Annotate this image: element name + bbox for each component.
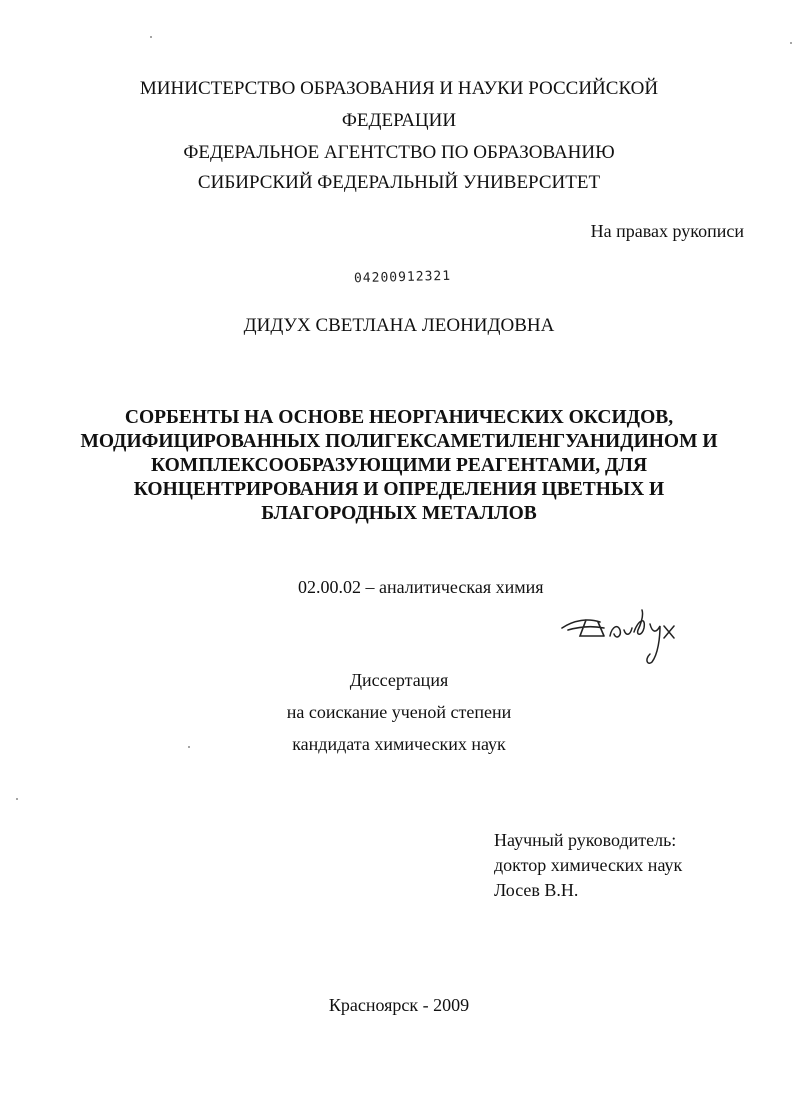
degree-line-2: на соискание ученой степени [286,702,512,722]
university-line: СИБИРСКИЙ ФЕДЕРАЛЬНЫЙ УНИВЕРСИТЕТ [197,172,601,193]
title-line: МОДИФИЦИРОВАННЫХ ПОЛИГЕКСАМЕТИЛЕНГУАНИДИНОМ И [80,431,718,452]
author-name: ДИДУХ СВЕТЛАНА ЛЕОНИДОВНА [243,315,555,336]
archive-stamp-number: 04200912321 [353,268,452,287]
title-line: СОРБЕНТЫ НА ОСНОВЕ НЕОРГАНИЧЕСКИХ ОКСИДОВ, [124,407,674,428]
handwritten-signature [560,606,690,668]
scan-speck [16,798,18,800]
supervisor-name: Лосев В.Н. [494,880,579,900]
ministry-line-1: МИНИСТЕРСТВО ОБРАЗОВАНИЯ И НАУКИ РОССИЙСКОЙ [139,78,659,99]
supervisor-label: Научный руководитель: [494,830,677,850]
supervisor-degree: доктор химических наук [494,855,683,875]
title-line: КОНЦЕНТРИРОВАНИЯ И ОПРЕДЕЛЕНИЯ ЦВЕТНЫХ И [133,479,665,500]
ministry-line-2: ФЕДЕРАЦИИ [341,110,457,131]
scan-speck [790,42,792,44]
dissertation-title [0,406,798,526]
agency-line: ФЕДЕРАЛЬНОЕ АГЕНТСТВО ПО ОБРАЗОВАНИЮ [183,142,615,163]
supervisor-block [494,828,682,903]
specialty-line: 02.00.02 – аналитическая химия [298,577,544,597]
scan-speck [188,746,190,748]
city-year: Красноярск - 2009 [328,995,470,1015]
degree-line-1: Диссертация [349,670,449,690]
scan-speck [150,36,152,38]
degree-line-3: кандидата химических наук [292,734,506,754]
manuscript-note: На правах рукописи [590,221,744,241]
title-line: БЛАГОРОДНЫХ МЕТАЛЛОВ [261,503,537,524]
title-line: КОМПЛЕКСООБРАЗУЮЩИМИ РЕАГЕНТАМИ, ДЛЯ [150,455,648,476]
